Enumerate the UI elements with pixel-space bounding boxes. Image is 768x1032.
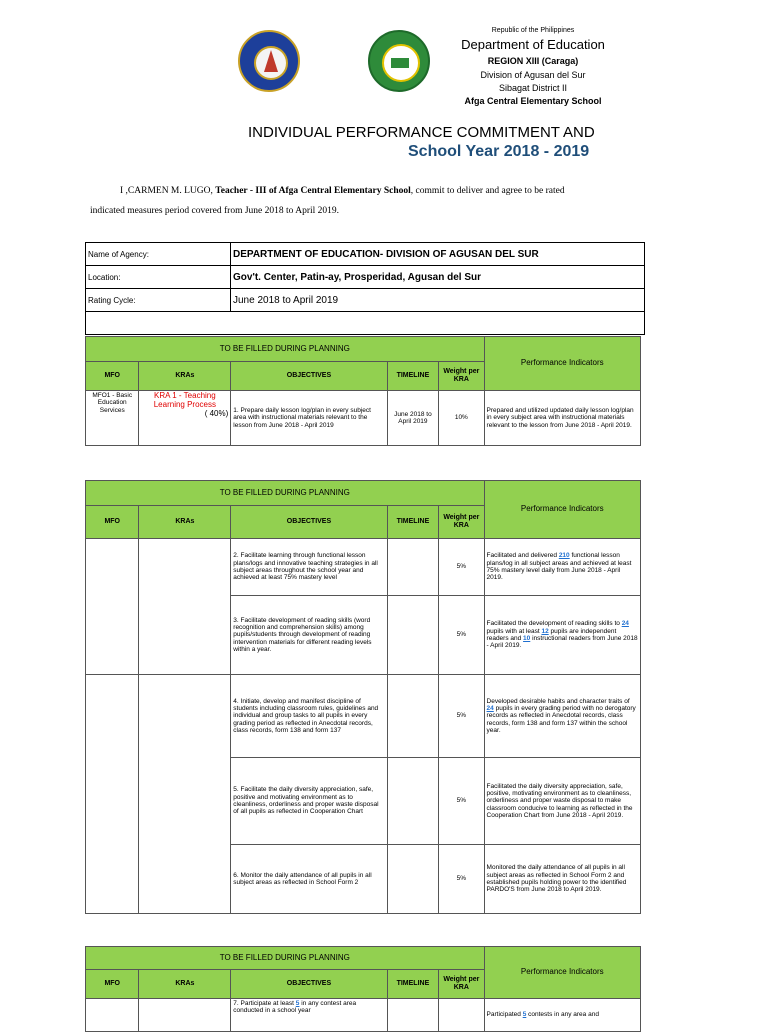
school-year-title: School Year 2018 - 2019 [408, 143, 590, 160]
kra-percent: ( 40%) [204, 408, 229, 418]
objective-cell: 4. Initiate, develop and manifest discipline of students including classroom rules, guidelines and individual and group tasks to all pupils in every grading period as reflected in Anecdotal records, class records, form 138 and form 137 [231, 675, 387, 758]
location-value: Gov't. Center, Patin-ay, Prosperidad, Agusan del Sur [231, 266, 645, 289]
timeline-cell: June 2018 to April 2019 [387, 391, 438, 446]
objectives-header: OBJECTIVES [231, 970, 387, 999]
objectives-header: OBJECTIVES [231, 506, 387, 539]
indicator-cell: Facilitated the development of reading skills to 24 pupils with at least 12 pupils are independent readers and 10 instructional readers from June 2018 - April 2019. [484, 596, 640, 675]
kra-cell [139, 999, 231, 1032]
indicators-header: Performance Indicators [484, 481, 640, 539]
timeline-header: TIMELINE [387, 362, 438, 391]
weight-cell: 10% [439, 391, 484, 446]
commitment-paragraph-line2: indicated measures period covered from June 2018 to April 2019. [90, 206, 340, 216]
indicator-cell: Developed desirable habits and character traits of 24 pupils in every grading period with no derogatory records as reflected in Anecdotal records, class records, form 138 and form 137 within the school year. [484, 675, 640, 758]
header-region: REGION XIII (Caraga) [487, 56, 579, 66]
objective-cell: 1. Prepare daily lesson log/plan in every subject area with instructional materials relevant to the lesson from June 2018 - April 2019 [231, 391, 387, 446]
kra-cell [139, 675, 231, 914]
timeline-cell [387, 845, 438, 914]
document-title: INDIVIDUAL PERFORMANCE COMMITMENT AND [248, 124, 595, 141]
weight-cell: 5% [439, 758, 484, 845]
kra-cell [139, 539, 231, 675]
header-division: Division of Agusan del Sur [480, 70, 586, 80]
weight-cell: 5% [439, 845, 484, 914]
performance-table-1 [85, 336, 641, 446]
indicator-cell: Facilitated the daily diversity appreciation, safe, positive, motivating environment as to cleanliness, orderliness and proper waste disposal to make classroom conducive to learning as reflected in the Cooperation Chart from June 2018 - April 2019. [484, 758, 640, 845]
timeline-cell [387, 999, 438, 1032]
weight-cell: 5% [439, 596, 484, 675]
weight-cell: 5% [439, 539, 484, 596]
mfo-header: MFO [86, 506, 139, 539]
cycle-value: June 2018 to April 2019 [231, 289, 645, 312]
timeline-cell [387, 758, 438, 845]
mfo-header: MFO [86, 970, 139, 999]
objective-cell: 5. Facilitate the daily diversity appreciation, safe, positive and motivating environment as to cleanliness, orderliness and proper waste disposal of all pupils as reflected in Cooperation Chart [231, 758, 387, 845]
weight-cell: 5% [439, 675, 484, 758]
objective-cell: 7. Participate at least 5 in any contest area conducted in a school year [231, 999, 387, 1032]
location-label: Location: [86, 266, 231, 289]
mfo-cell [86, 999, 139, 1032]
weight-header: Weight per KRA [439, 970, 484, 999]
deped-seal-logo [238, 30, 300, 92]
indicator-cell: Facilitated and delivered 210 functional lesson plans/log in all subject areas and achieved at least 75% mastery level daily from June 2018 - April 2019. [484, 539, 640, 596]
weight-cell [439, 999, 484, 1032]
agency-label: Name of Agency: [86, 243, 231, 266]
planning-header: TO BE FILLED DURING PLANNING [86, 947, 485, 970]
indicator-cell: Participated 5 contests in any area and [484, 999, 640, 1032]
header-republic: Republic of the Philippines [491, 27, 575, 34]
kras-header: KRAs [139, 362, 231, 391]
indicators-header: Performance Indicators [484, 337, 640, 391]
kra-label: KRA 1 - Teaching Learning Process [153, 391, 216, 409]
performance-table-2 [85, 480, 641, 914]
indicator-cell: Prepared and utilized updated daily lesson log/plan in every subject area with instructional materials relevant to the lesson from June 2018 - April 2019. [484, 391, 640, 446]
timeline-header: TIMELINE [387, 970, 438, 999]
indicator-cell: Monitored the daily attendance of all pupils in all subject areas as reflected in School Form 2 and established pupils holding power to the identified PARDO'S from June 2018 to April 2019. [484, 845, 640, 914]
table-row [86, 539, 641, 596]
school-seal-logo [368, 30, 430, 92]
objective-cell: 3. Facilitate development of reading skills (word recognition and comprehension skills) among pupils/students through development of reading intervention materials for different reading levels within a year. [231, 596, 387, 675]
kras-header: KRAs [139, 506, 231, 539]
mfo-cell [86, 675, 139, 914]
cycle-label: Rating Cycle: [86, 289, 231, 312]
mfo-header: MFO [86, 362, 139, 391]
table-row [86, 999, 641, 1032]
planning-header: TO BE FILLED DURING PLANNING [86, 481, 485, 506]
table-row [86, 391, 641, 446]
blank-row [86, 312, 645, 335]
kras-header: KRAs [139, 970, 231, 999]
objective-cell: 2. Facilitate learning through functional lesson plans/logs and innovative teaching strategies in all subject areas throughout the school year and achieved at least 75% mastery level [231, 539, 387, 596]
weight-header: Weight per KRA [439, 506, 484, 539]
table-row [86, 675, 641, 758]
header-school: Afga Central Elementary School [464, 96, 602, 106]
commitment-paragraph: I ,CARMEN M. LUGO, Teacher - III of Afga Central Elementary School, commit to deliver and agree to be rated [120, 186, 565, 196]
timeline-cell [387, 675, 438, 758]
header-department: Department of Education [461, 37, 605, 52]
timeline-cell [387, 539, 438, 596]
agency-info-table [85, 242, 645, 335]
weight-header: Weight per KRA [439, 362, 484, 391]
indicators-header: Performance Indicators [484, 947, 640, 999]
planning-header: TO BE FILLED DURING PLANNING [86, 337, 485, 362]
performance-table-3 [85, 946, 641, 1032]
kra-cell [139, 391, 231, 446]
header-district: Sibagat District II [498, 83, 568, 93]
timeline-header: TIMELINE [387, 506, 438, 539]
timeline-cell [387, 596, 438, 675]
mfo-cell [86, 539, 139, 675]
mfo-cell: MFO1 - Basic Education Services [86, 391, 139, 446]
agency-value: DEPARTMENT OF EDUCATION- DIVISION OF AGUSAN DEL SUR [231, 243, 645, 266]
objectives-header: OBJECTIVES [231, 362, 387, 391]
objective-cell: 6. Monitor the daily attendance of all pupils in all subject areas as reflected in School Form 2 [231, 845, 387, 914]
